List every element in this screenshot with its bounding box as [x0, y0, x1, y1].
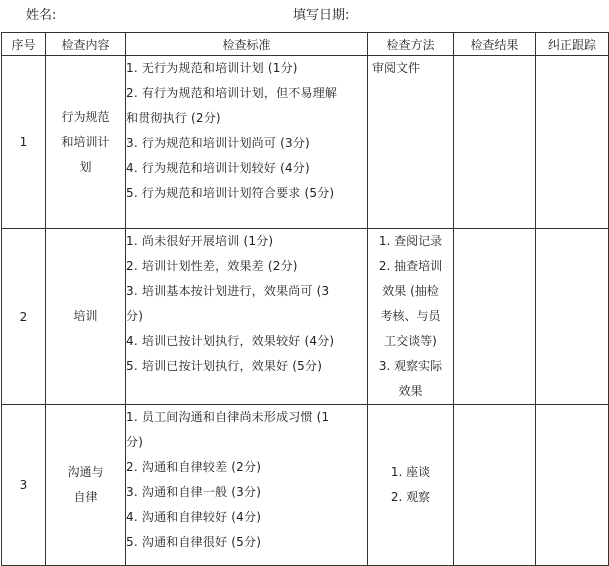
content-line: 和培训计 — [61, 134, 110, 149]
table-header-row — [2, 33, 609, 56]
date-label: 填写日期: — [293, 8, 350, 23]
method-list — [368, 460, 453, 510]
method-line: 审阅文件 — [372, 61, 421, 75]
content-line: 自律 — [73, 490, 98, 504]
method-line: 1. 座谈 — [390, 465, 431, 479]
result-cell[interactable] — [454, 229, 536, 405]
inspection-standard — [126, 229, 368, 405]
method-list — [368, 229, 453, 404]
standard-line: 1. 尚未很好开展培训 (1分) — [126, 234, 274, 248]
standard-line: 5. 培训已按计划执行，效果好 (5分) — [126, 359, 323, 373]
inspection-standard — [126, 405, 368, 566]
inspection-content — [46, 56, 126, 229]
standard-line: 3. 培训基本按计划进行，效果尚可 (3 — [126, 284, 330, 298]
column-header-result: 检查结果 — [454, 33, 536, 56]
inspection-table — [1, 32, 609, 566]
inspection-standard — [126, 56, 368, 229]
follow-up-cell[interactable] — [536, 56, 609, 229]
column-header-method: 检查方法 — [368, 33, 454, 56]
result-cell[interactable] — [454, 56, 536, 229]
row-number: 1 — [2, 56, 46, 229]
table-row — [2, 405, 609, 566]
standard-line: 4. 行为规范和培训计划较好 (4分) — [126, 161, 310, 175]
content-line: 培训 — [73, 309, 98, 323]
method-line: 工交谈等) — [384, 334, 437, 348]
standard-line: 1. 无行为规范和培训计划 (1分) — [126, 61, 298, 75]
method-list — [372, 56, 453, 81]
standard-line: 2. 培训计划性差，效果差 (2分) — [126, 259, 298, 273]
follow-up-cell[interactable] — [536, 405, 609, 566]
method-line: 2. 观察 — [390, 490, 431, 504]
standard-list — [126, 229, 367, 379]
standard-line: 3. 沟通和自律一般 (3分) — [126, 485, 262, 499]
standard-line: 3. 行为规范和培训计划尚可 (3分) — [126, 136, 310, 150]
standard-line: 分) — [126, 309, 144, 323]
column-header-no: 序号 — [2, 33, 46, 56]
method-line: 3. 观察实际 — [378, 359, 443, 373]
column-header-follow: 纠正跟踪 — [536, 33, 609, 56]
table-row — [2, 229, 609, 405]
standard-line: 4. 培训已按计划执行，效果较好 (4分) — [126, 334, 335, 348]
name-label: 姓名: — [26, 8, 57, 23]
standard-line: 1. 员工间沟通和自律尚未形成习惯 (1 — [126, 410, 330, 424]
inspection-method — [368, 229, 454, 405]
result-cell[interactable] — [454, 405, 536, 566]
content-line: 行为规范 — [61, 109, 110, 124]
standard-list — [126, 56, 367, 206]
method-line: 效果 (抽检 — [382, 284, 439, 298]
column-header-standard: 检查标准 — [126, 33, 368, 56]
content-line: 划 — [79, 159, 92, 174]
form-header — [0, 0, 609, 32]
inspection-content — [46, 405, 126, 566]
method-line: 考核、与员 — [380, 309, 441, 323]
standard-line: 和贯彻执行 (2分) — [126, 111, 221, 125]
follow-up-cell[interactable] — [536, 229, 609, 405]
standard-line: 2. 沟通和自律较差 (2分) — [126, 460, 262, 474]
standard-line: 5. 沟通和自律很好 (5分) — [126, 535, 262, 549]
method-line: 2. 抽查培训 — [378, 259, 443, 273]
inspection-content — [46, 229, 126, 405]
row-number: 2 — [2, 229, 46, 405]
standard-line: 2. 有行为规范和培训计划，但不易理解 — [126, 86, 338, 100]
inspection-method — [368, 56, 454, 229]
column-header-content: 检查内容 — [46, 33, 126, 56]
table-row — [2, 56, 609, 229]
inspection-method — [368, 405, 454, 566]
method-line: 效果 — [398, 384, 423, 398]
standard-line: 4. 沟通和自律较好 (4分) — [126, 510, 262, 524]
content-line: 沟通与 — [67, 465, 104, 479]
standard-line: 5. 行为规范和培训计划符合要求 (5分) — [126, 186, 335, 200]
standard-line: 分) — [126, 435, 144, 449]
row-number: 3 — [2, 405, 46, 566]
method-line: 1. 查阅记录 — [378, 234, 443, 248]
